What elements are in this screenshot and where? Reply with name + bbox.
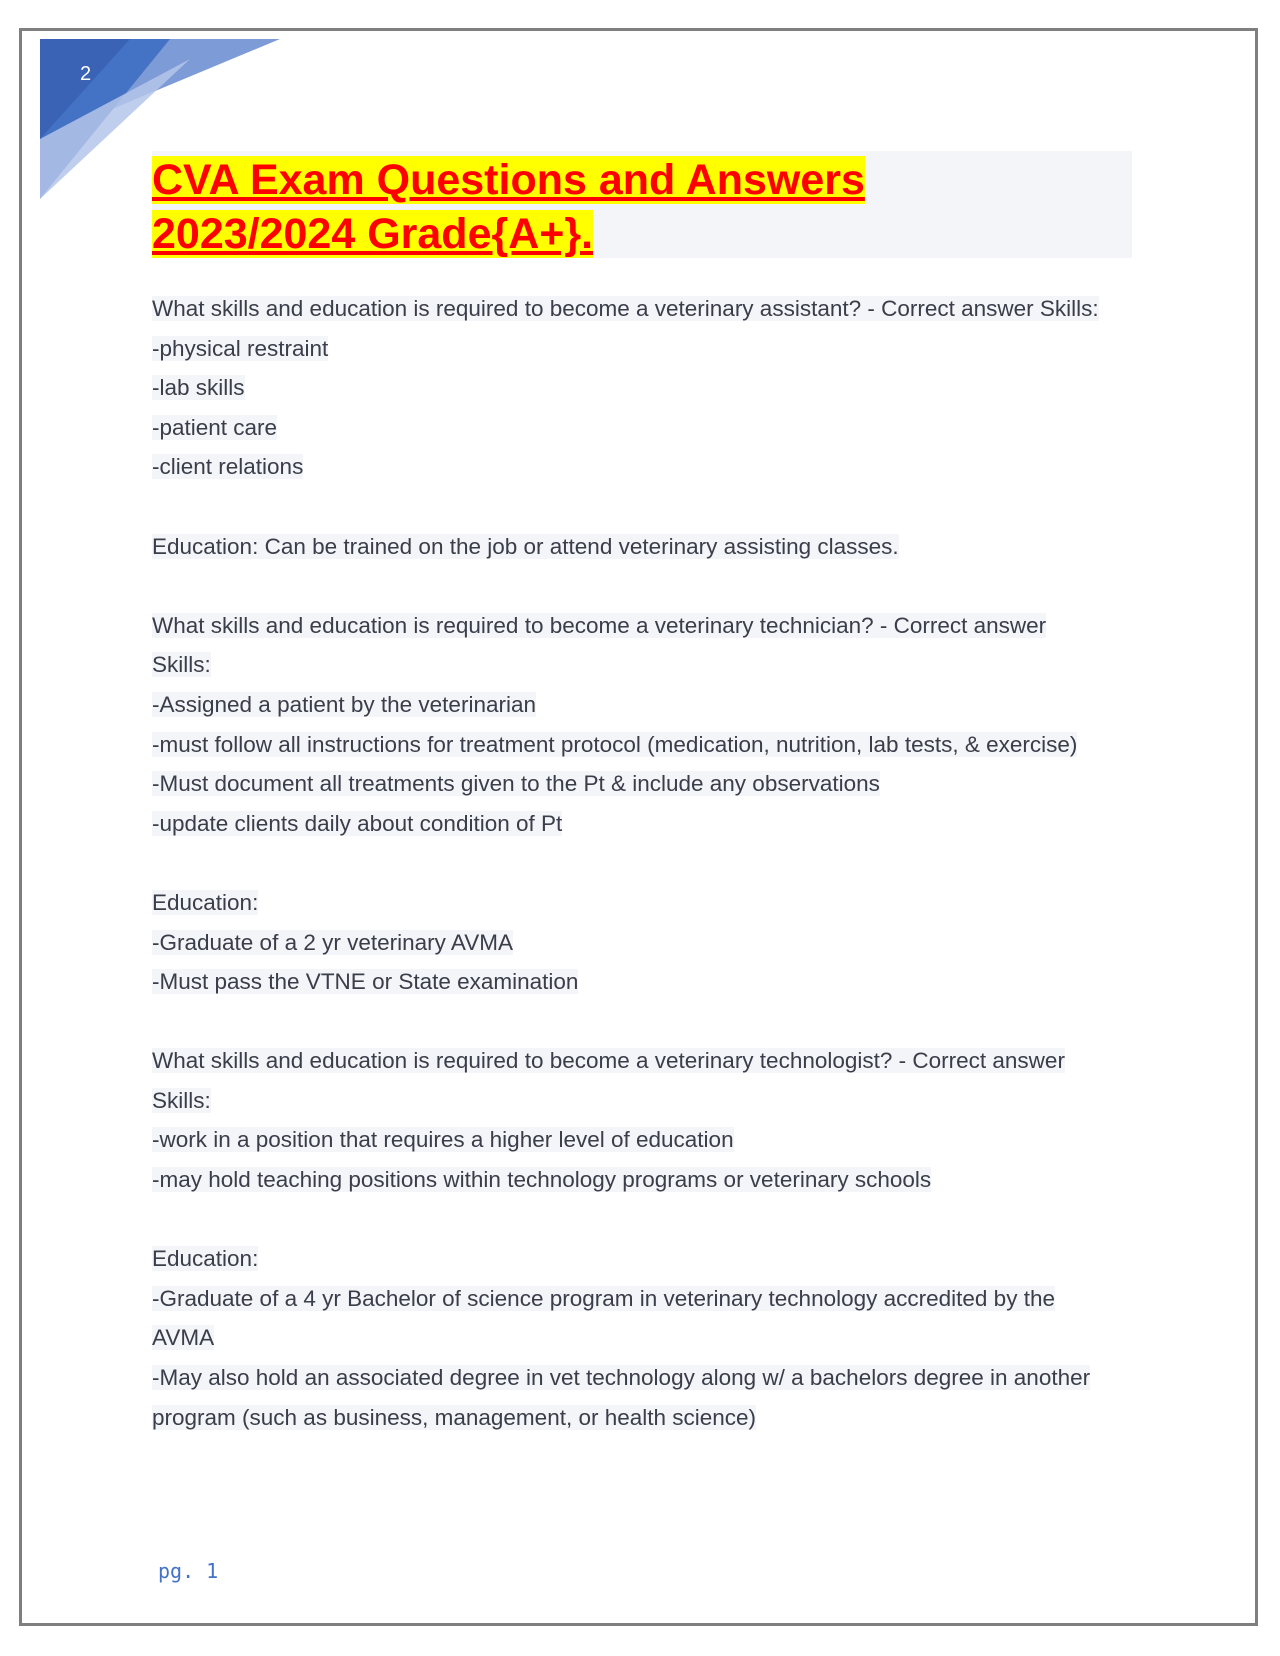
page-number-badge: 2 [80,63,92,85]
body-line-text: -Must pass the VTNE or State examination [152,969,579,995]
body-line [152,1160,1152,1200]
body-line-text: -Graduate of a 2 yr veterinary AVMA [152,929,513,955]
blank-line [152,487,1152,527]
body-line [152,1358,1152,1398]
body-line [152,1318,1152,1358]
title-line-2: 2023/2024 Grade{A+}. [152,210,594,258]
body-line [152,1081,1152,1121]
document-body [152,289,1152,1437]
body-line-text: Education: Can be trained on the job or attend veterinary assisting classes. [152,533,899,559]
body-line [152,368,1152,408]
body-line-text: -work in a position that requires a higher level of education [152,1127,734,1153]
body-line [152,685,1152,725]
body-line-text: What skills and education is required to become a veterinary technician? - Correct answer [152,612,1047,638]
body-line [152,1120,1152,1160]
body-line-text: -patient care [152,414,278,440]
body-line-text: -May also hold an associated degree in vet technology along w/ a bachelors degree in another [152,1365,1091,1391]
body-line-text: AVMA [152,1325,215,1351]
body-line-text: -must follow all instructions for treatment protocol (medication, nutrition, lab tests, & exercise) [152,731,1078,757]
body-line [152,1239,1152,1279]
body-line-text: What skills and education is required to become a veterinary technologist? - Correct answer [152,1048,1065,1074]
body-line-text: -may hold teaching positions within technology programs or veterinary schools [152,1167,932,1193]
blank-line [152,843,1152,883]
blank-line [152,1002,1152,1042]
body-line [152,764,1152,804]
body-line-text: -Assigned a patient by the veterinarian [152,691,536,717]
body-line [152,408,1152,448]
body-line [152,725,1152,765]
body-line-text: What skills and education is required to become a veterinary assistant? - Correct answer Skills: [152,296,1099,321]
body-line [152,1398,1152,1438]
body-line-text: -lab skills [152,375,245,401]
body-line-text: program (such as business, management, or health science) [152,1404,757,1430]
body-line-text: Skills: [152,1087,211,1113]
blank-line [152,1200,1152,1240]
body-line [152,923,1152,963]
body-line-text: -client relations [152,454,304,480]
body-line [152,962,1152,1002]
document-title [152,153,865,261]
blank-line [152,566,1152,606]
body-line-text: -Must document all treatments given to the Pt & include any observations [152,771,880,797]
body-line-text: -Graduate of a 4 yr Bachelor of science program in veterinary technology accredited by the [152,1285,1055,1311]
body-line [152,645,1152,685]
body-line [152,329,1152,369]
body-line [152,289,1152,329]
body-line [152,527,1152,567]
body-line [152,606,1152,646]
document-page [19,28,1258,1626]
body-line-text: Education: [152,1246,259,1272]
body-line [152,1279,1152,1319]
body-line-text: -update clients daily about condition of Pt [152,810,563,836]
title-line-1: CVA Exam Questions and Answers [152,156,865,204]
body-line-text: -physical restraint [152,335,329,361]
body-line [152,883,1152,923]
body-line [152,804,1152,844]
body-line [152,447,1152,487]
body-line-text: Education: [152,889,259,915]
page-footer-number: pg. 1 [158,1559,219,1583]
body-line [152,1041,1152,1081]
body-line-text: Skills: [152,652,211,678]
